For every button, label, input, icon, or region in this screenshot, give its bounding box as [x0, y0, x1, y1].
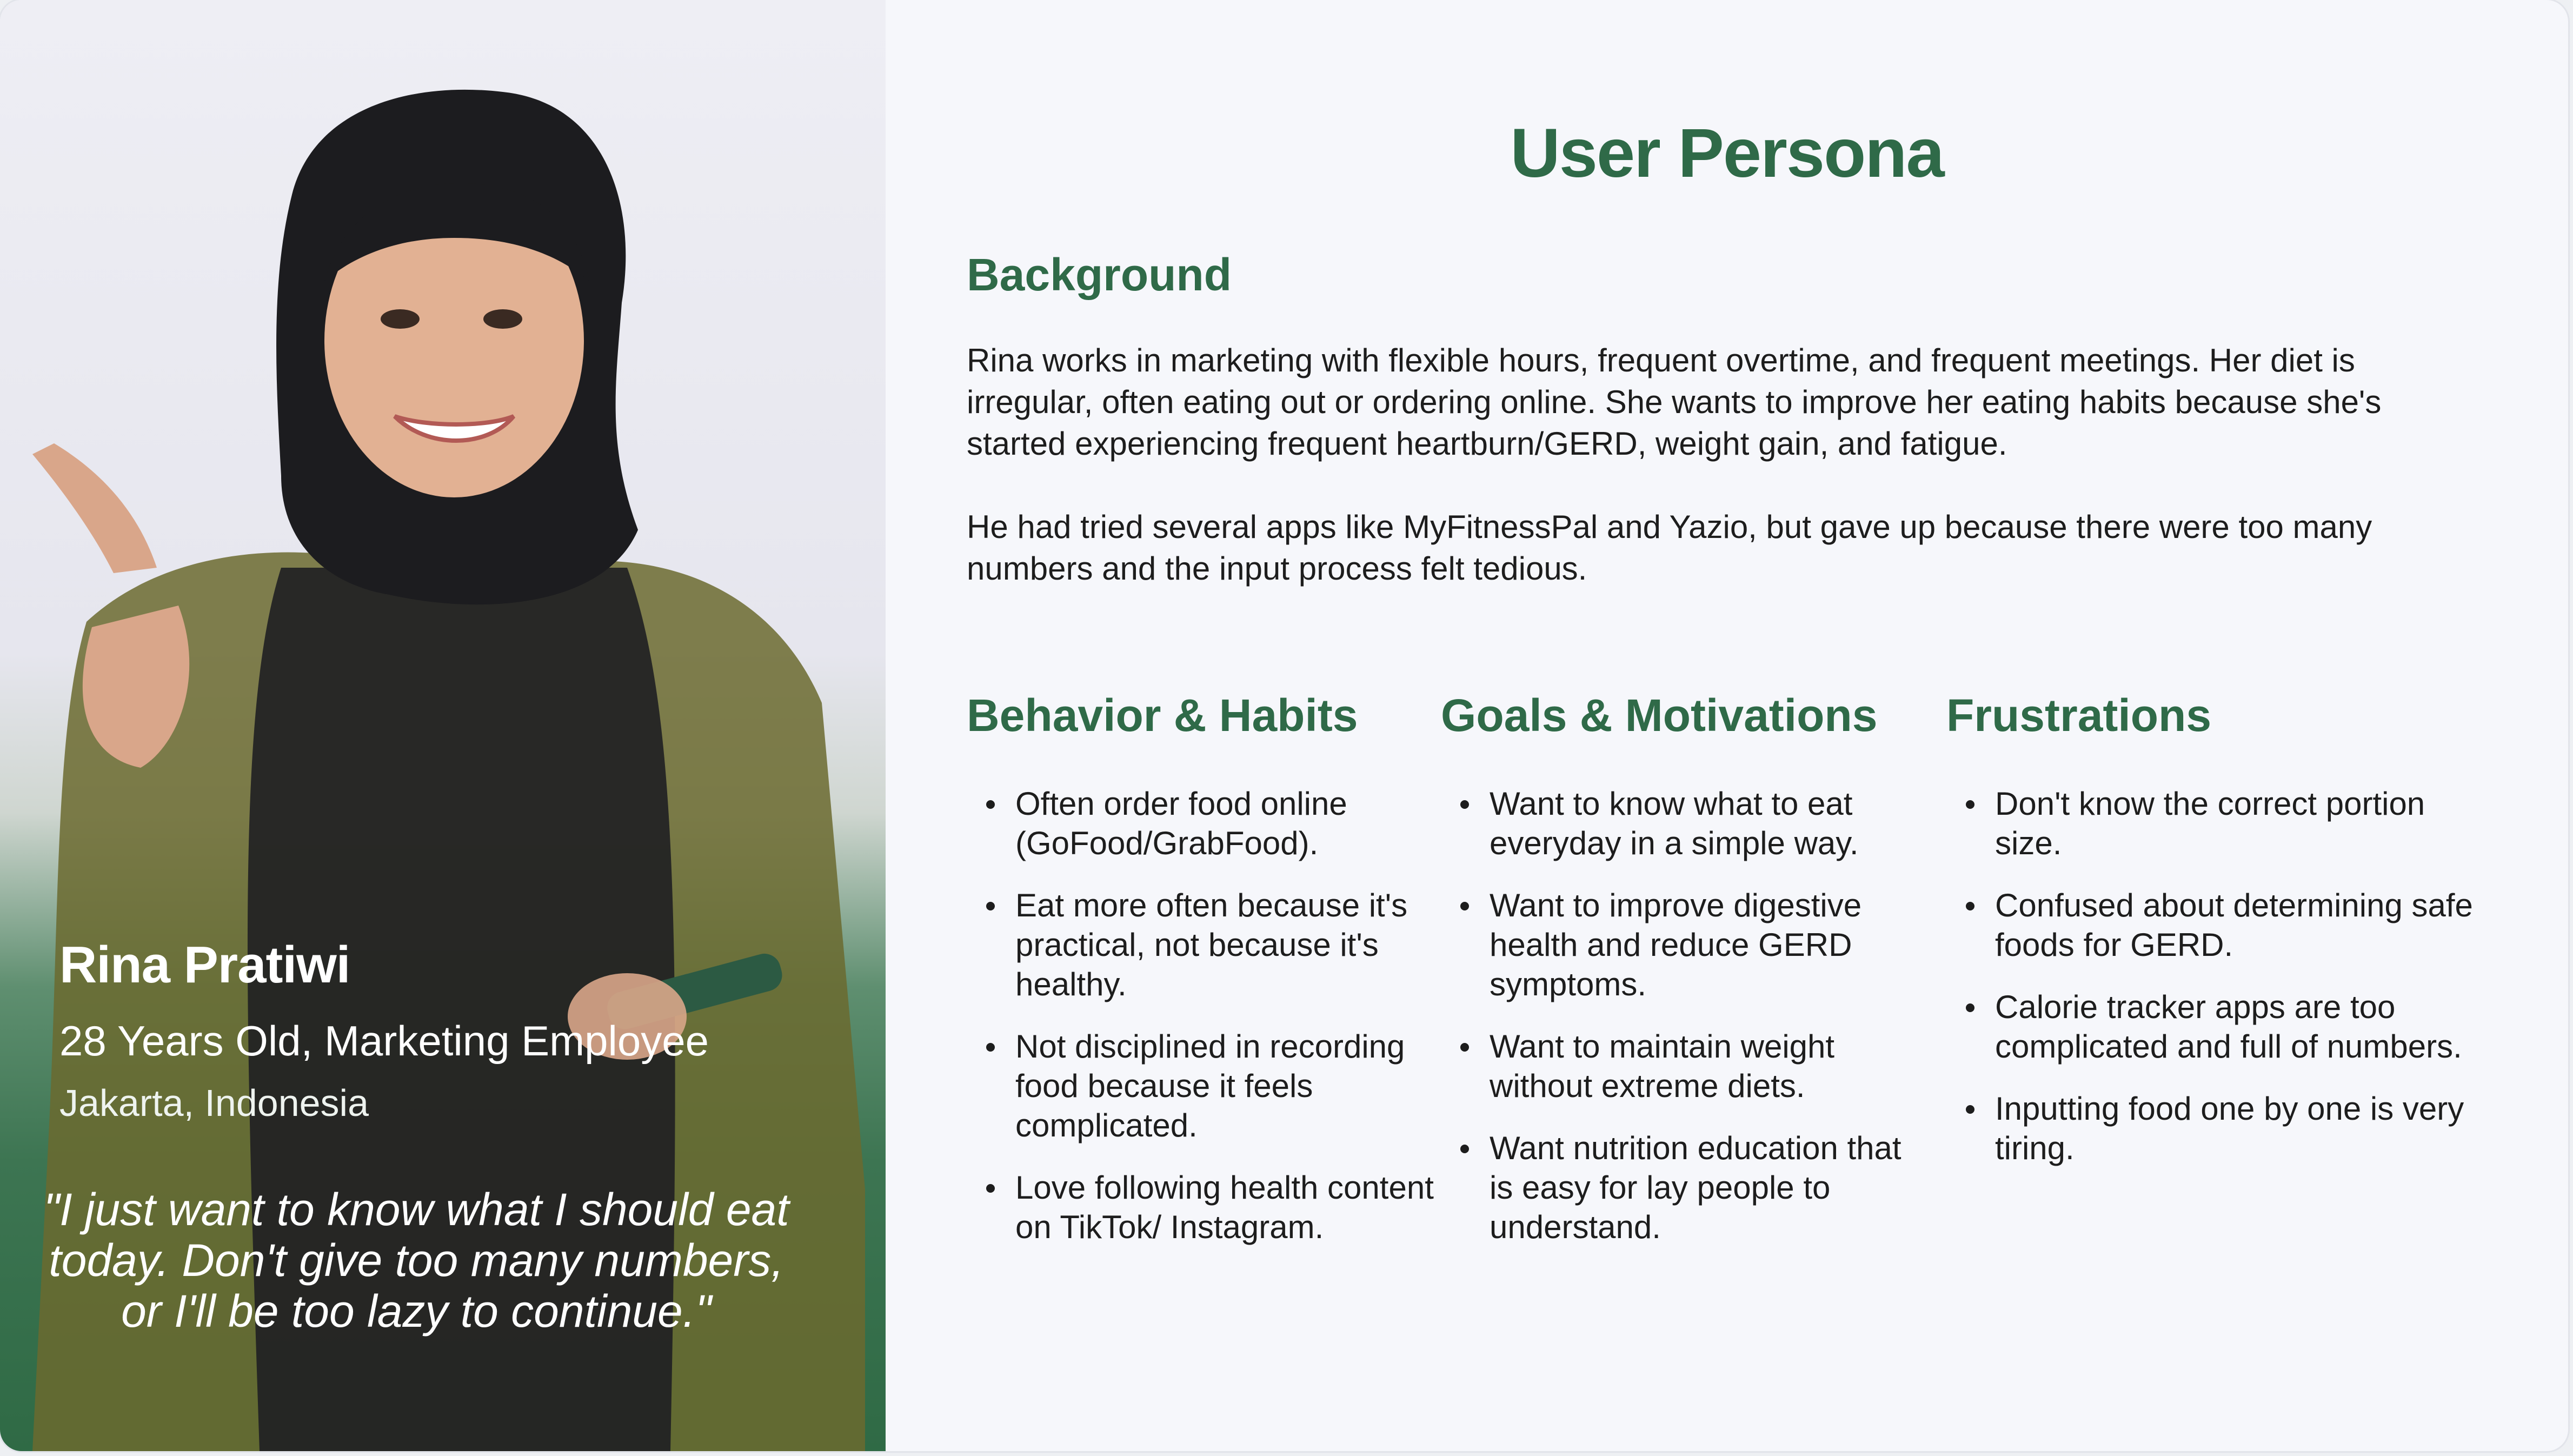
frustrations-list — [1946, 784, 2482, 1191]
list-item: Often order food online (GoFood/GrabFood). — [1015, 784, 1437, 863]
persona-name: Rina Pratiwi — [59, 936, 350, 994]
list-item: Want to improve digestive health and reduce GERD symptoms. — [1490, 886, 1927, 1004]
list-item: Calorie tracker apps are too complicated and full of numbers. — [1995, 987, 2482, 1066]
list-item: Inputting food one by one is very tiring. — [1995, 1089, 2482, 1168]
persona-role: 28 Years Old, Marketing Employee — [59, 1017, 709, 1065]
list-item: Want to know what to eat everyday in a simple way. — [1490, 784, 1927, 863]
persona-location: Jakarta, Indonesia — [59, 1082, 369, 1124]
list-item: Eat more often because it's practical, not because it's healthy. — [1015, 886, 1437, 1004]
persona-photo-panel — [0, 0, 886, 1451]
goals-heading: Goals & Motivations — [1441, 690, 1878, 741]
behavior-heading: Behavior & Habits — [967, 690, 1358, 741]
list-item: Not disciplined in recording food because it feels complicated. — [1015, 1027, 1437, 1145]
goals-list — [1441, 784, 1927, 1269]
frustrations-heading: Frustrations — [1946, 690, 2212, 741]
persona-details-panel — [886, 0, 2568, 1451]
list-item: Love following health content on TikTok/ Instagram. — [1015, 1168, 1437, 1247]
background-paragraph-1: Rina works in marketing with flexible hours, frequent overtime, and frequent meetings. Her diet is irregular, often eating out or ordering online. She wants to improve her eating habits because she's started experiencing frequent heartburn/GERD, weight gain, and fatigue. — [967, 342, 2382, 462]
list-item: Don't know the correct portion size. — [1995, 784, 2482, 863]
background-paragraph-2: He had tried several apps like MyFitnessPal and Yazio, but gave up because there were too many numbers and the input process felt tedious. — [967, 509, 2372, 587]
background-heading: Background — [967, 249, 1232, 300]
behavior-list — [967, 784, 1437, 1269]
persona-quote: "I just want to know what I should eat today. Don't give too many numbers, or I'll be too lazy to continue." — [43, 1184, 789, 1337]
list-item: Confused about determining safe foods for GERD. — [1995, 886, 2482, 965]
list-item: Want nutrition education that is easy for lay people to understand. — [1490, 1128, 1927, 1247]
page-title: User Persona — [1510, 115, 1944, 192]
list-item: Want to maintain weight without extreme diets. — [1490, 1027, 1927, 1106]
